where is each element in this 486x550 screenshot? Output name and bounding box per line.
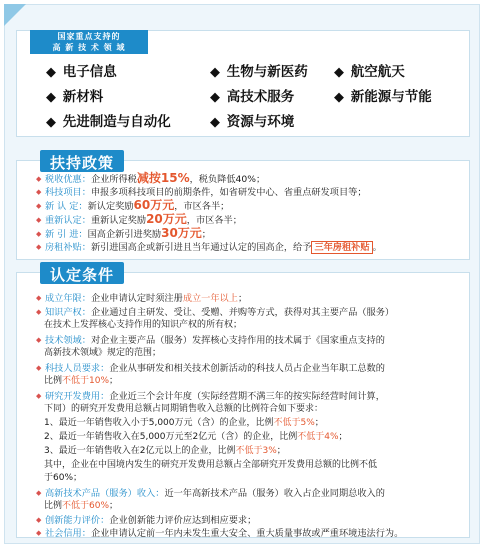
policy-row-projects: ◆ 科技项目：申报多项科技项目的前期条件，如省研发中心、省重点研发项目等；	[36, 187, 367, 198]
policy-row-introduce: ◆ 新 引 进：国高企新引进奖励30万元；	[36, 226, 211, 240]
criteria-row-innovation: ◆ 创新能力评价：企业创新能力评价应达到相应要求；	[36, 515, 257, 526]
diamond-icon: ◆	[36, 216, 42, 224]
policy-row-new: ◆ 新 认 定：新认定奖励60万元，市区各半；	[36, 198, 230, 212]
policy-row-tax: ◆ 税收优惠：企业所得税减按15%，税负降低40%；	[36, 171, 266, 185]
bullet-icon: ◆	[210, 90, 220, 105]
field-item: ◆ 资源与环境	[210, 114, 295, 130]
bullet-icon: ◆	[210, 65, 220, 80]
diamond-icon: ◆	[36, 364, 42, 372]
bullet-icon: ◆	[46, 115, 56, 130]
field-item: ◆ 航空航天	[334, 64, 405, 80]
field-item: ◆ 生物与新医药	[210, 64, 308, 80]
diamond-icon: ◆	[36, 516, 42, 524]
criteria-rd-domestic: 其中，企业在中国境内发生的研究开发费用总额占全部研究开发费用总额的比例不低	[44, 460, 378, 470]
diamond-icon: ◆	[36, 202, 42, 210]
field-item: ◆ 电子信息	[46, 64, 117, 80]
bullet-icon: ◆	[334, 90, 344, 105]
fields-title-line1: 国家重点支持的	[57, 32, 121, 41]
diamond-icon: ◆	[36, 308, 42, 316]
criteria-row-ip-cont: 在技术上发挥核心支持作用的知识产权的所有权；	[44, 320, 243, 330]
criteria-row-rd: ◆ 研究开发费用：企业近三个会计年度（实际经营期不满三年的按实际经营时间计算，	[36, 391, 385, 402]
fields-title	[30, 30, 148, 54]
diamond-icon: ◆	[36, 336, 42, 344]
diamond-icon: ◆	[36, 230, 42, 238]
field-item: ◆ 先进制造与自动化	[46, 114, 171, 130]
field-item: ◆ 新材料	[46, 89, 104, 105]
field-item: ◆ 高技术服务	[210, 89, 295, 105]
bullet-icon: ◆	[46, 65, 56, 80]
criteria-title: 认定条件	[40, 262, 124, 284]
policy-row-renew: ◆ 重新认定：重新认定奖励20万元，市区各半；	[36, 212, 242, 226]
policy-row-rent: ◆ 房租补贴：新引进国高企或新引进且当年通过认定的国高企，给予 三年房租补贴 。	[36, 242, 382, 253]
corner-decoration	[4, 4, 26, 26]
criteria-row-tech: ◆ 技术领域：对企业主要产品（服务）发挥核心支持作用的技术属于《国家重点支持的	[36, 335, 385, 346]
diamond-icon: ◆	[36, 243, 42, 251]
criteria-row-income: ◆ 高新技术产品（服务）收入：近一年高新技术产品（服务）收入占企业同期总收入的	[36, 488, 385, 499]
diamond-icon: ◆	[36, 175, 42, 183]
bullet-icon: ◆	[334, 65, 344, 80]
criteria-rd-tier-2: 2、最近一年销售收入在5,000万元至2亿元（含）的企业，比例不低于4%；	[44, 432, 348, 442]
diamond-icon: ◆	[36, 392, 42, 400]
criteria-rd-tier-3: 3、最近一年销售收入在2亿元以上的企业，比例不低于3%；	[44, 446, 286, 456]
criteria-row-income-cont: 比例不低于60%；	[44, 501, 119, 511]
criteria-row-staff: ◆ 科技人员要求：企业从事研发和相关技术创新活动的科技人员占企业当年职工总数的	[36, 363, 385, 374]
criteria-rd-tier-1: 1、最近一年销售收入小于5,000万元（含）的企业，比例不低于5%；	[44, 418, 324, 428]
diamond-icon: ◆	[36, 489, 42, 497]
diamond-icon: ◆	[36, 294, 42, 302]
criteria-row-tech-cont: 高新技术领域》规定的范围；	[44, 348, 162, 358]
criteria-rd-domestic-cont: 于60%；	[44, 473, 83, 483]
fields-title-line2: 高 新 技 术 领 域	[52, 43, 126, 52]
criteria-row-ip: ◆ 知识产权：企业通过自主研发、受让、受赠、并购等方式，获得对其主要产品（服务）	[36, 307, 395, 318]
criteria-row-staff-cont: 比例不低于10%；	[44, 376, 119, 386]
criteria-row-rd-cont: 下同）的研究开发费用总额占同期销售收入总额的比例符合如下要求：	[44, 404, 324, 414]
criteria-row-age: ◆ 成立年限：企业申请认定时须注册成立一年以上；	[36, 293, 248, 304]
criteria-row-credit: ◆ 社会信用：企业申请认定前一年内未发生重大安全、重大质量事故或严重环境违法行为。	[36, 528, 404, 539]
diamond-icon: ◆	[36, 529, 42, 537]
bullet-icon: ◆	[46, 90, 56, 105]
field-item: ◆ 新能源与节能	[334, 89, 432, 105]
diamond-icon: ◆	[36, 188, 42, 196]
policy-title: 扶持政策	[40, 150, 124, 172]
bullet-icon: ◆	[210, 115, 220, 130]
